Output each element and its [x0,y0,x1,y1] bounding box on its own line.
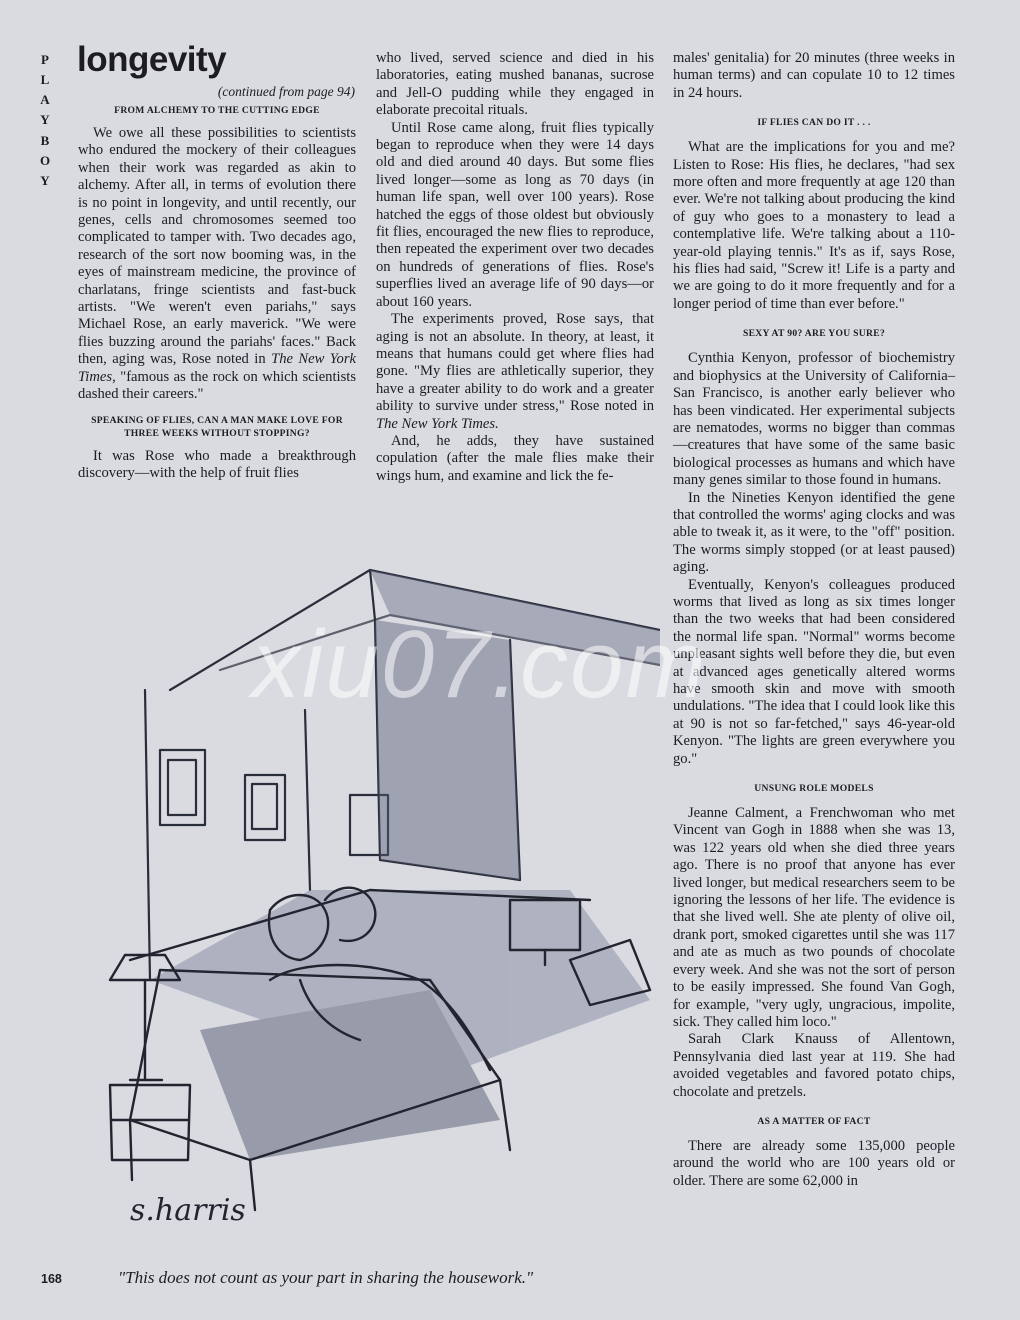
cartoon-illustration [70,560,660,1250]
subheading: FROM ALCHEMY TO THE CUTTING EDGE [114,105,320,116]
continued-note: (continued from page 94) [217,84,355,99]
brand-letter: O [39,152,51,168]
paragraph: What are the implications for you and me? Listen to Rose: His flies, he declares, "had sex more often and more frequently at age 120 than ever. We're not talking about producing the kind of guy who goes to a monastery to lead a contemplative life. We're talking about a 110-year-old playing tennis." It's as if, says Rose, his flies had said, "Screw it! Life is a party and we are going to do it more frequently and for a longer period of time than ever before." [673,139,955,312]
paragraph: males' genitalia) for 20 minutes (three weeks in human terms) and can copulate 10 to 12 times in 24 hours. [673,50,955,101]
paragraph [78,125,356,404]
paragraph: Until Rose came along, fruit flies typically began to reproduce when they were 14 days old and died around 40 days. But some flies lived longer—some as long as 70 days (in human life span, well over 100 years). Rose hatched the eggs of those oldest but obviously fit flies, encouraged the new flies to reproduce, then repeated the experiment over two decades on hundreds of generations of flies. Rose's superflies lived an average life of 90 days—or about 160 years. [376,119,654,310]
column-2 [376,50,654,485]
page-number: 168 [41,1272,62,1286]
paragraph: There are already some 135,000 people around the world who are 100 years old or older. There are some 62,000 in [673,1137,955,1189]
paragraph: It was Rose who made a breakthrough discovery—with the help of fruit flies [78,447,356,481]
brand-letter: L [40,72,50,88]
paragraph: In the Nineties Kenyon identified the gene that controlled the worms' aging clocks and was able to tweak it, as it were, to the "off" position. The worms simply stopped (or at least paused) aging. [673,489,955,576]
watermark: xiu07.com [252,611,708,718]
paragraph: who lived, served science and died in his laboratories, eating mushed bananas, sucrose and Jell-O pudding while they engaged in elaborate precoital rituals. [376,50,654,119]
column-1 [78,104,356,482]
article-title: longevity [77,40,227,79]
artist-signature: s.harris [130,1193,246,1228]
paragraph-text: The experiments proved, Rose says, that aging is not an absolute. In theory, at least, it means that humans could get where flies had gone. "My flies are athletically superior, they have a greater ability to do work and a greater ability to survive under stress," Rose noted in [376,311,654,415]
brand-letter: Y [40,172,50,188]
subheading: SEXY AT 90? ARE YOU SURE? [742,328,886,340]
paragraph: Cynthia Kenyon, professor of biochemistry and biophysics at the University of California–San Francisco, is another early believer who has been vindicated. Her experimental subjects are nematodes, worms no bigger than commas—creatures that have some of the same basic biological processes as humans and which have many genes similar to those found in humans. [673,350,955,489]
magazine-brand-vertical [34,50,56,191]
brand-letter: Y [40,112,50,128]
paragraph: Eventually, Kenyon's colleagues produced worms that lived as long as six times longer than the two weeks that had been considered the normal life span. "Normal" worms become unpleasant sights well before they die, but even at advanced ages genetically altered worms have smooth skin and move with smooth undulations. "The idea that I could look like this at 90 is not so far-fetched," says 46-year-old Kenyon. "The lights are green everywhere you go." [673,576,955,767]
paragraph: And, he adds, they have sustained copulation (after the male flies make their wings hum, and examine and lick the fe- [376,432,654,484]
publication-name: The New York Times. [376,415,499,432]
paragraph: Jeanne Calment, a Frenchwoman who met Vincent van Gogh in 1888 when she was 13, was 122 years old when she died three years ago. There is no proof that anyone has ever lived longer, but medical researchers seem to be ignoring the lessons of her life. The evidence is that she lived well. She ate plenty of olive oil, drank port, smoked cigarettes until she was 117 and ate as much as two pounds of chocolate every week. And she was not the sort of person to be easily impressed. She found Van Gogh, for example, "very ugly, ungracious, impolite, sick. They called him loco." [673,805,955,1030]
publication-name: The New York Times [78,351,356,385]
subheading: UNSUNG ROLE MODELS [754,783,874,795]
paragraph-text: We owe all these possibilities to scientists who endured the mockery of their colleagues when their work was regarded as akin to alchemy. After all, in terms of evolution there is no point in longevity, and until recently, our genes, cells and chromosomes seemed too complicated to tamper with. Two decades ago, research of the sort now booming was, in the eyes of mainstream medicine, the province of charlatans, fringe scientists and fast-buck artists. "We weren't even pariahs," says Michael Rose, an early maverick. "We were flies buzzing around the pariahs' faces." Back then, aging was, Rose noted in [78,125,356,368]
subheading: AS A MATTER OF FACT [757,1115,871,1127]
paragraph: Sarah Clark Knauss of Allentown, Pennsylvania died last year at 119. She had avoided vegetables and favored potato chips, chocolate and pretzels. [673,1031,955,1100]
cartoon-caption: "This does not count as your part in sharing the housework." [118,1268,534,1287]
brand-letter: B [40,132,50,148]
brand-letter: P [41,52,49,67]
column-3 [673,50,955,1190]
subheading: IF FLIES CAN DO IT . . . [757,117,871,129]
paragraph [376,311,654,433]
subheading: SPEAKING OF FLIES, CAN A MAN MAKE LOVE FOR THREE WEEKS WITHOUT STOPPING? [91,414,343,439]
paragraph-text: , "famous as the rock on which scientists dashed their careers." [78,368,356,403]
brand-letter: A [40,92,50,108]
